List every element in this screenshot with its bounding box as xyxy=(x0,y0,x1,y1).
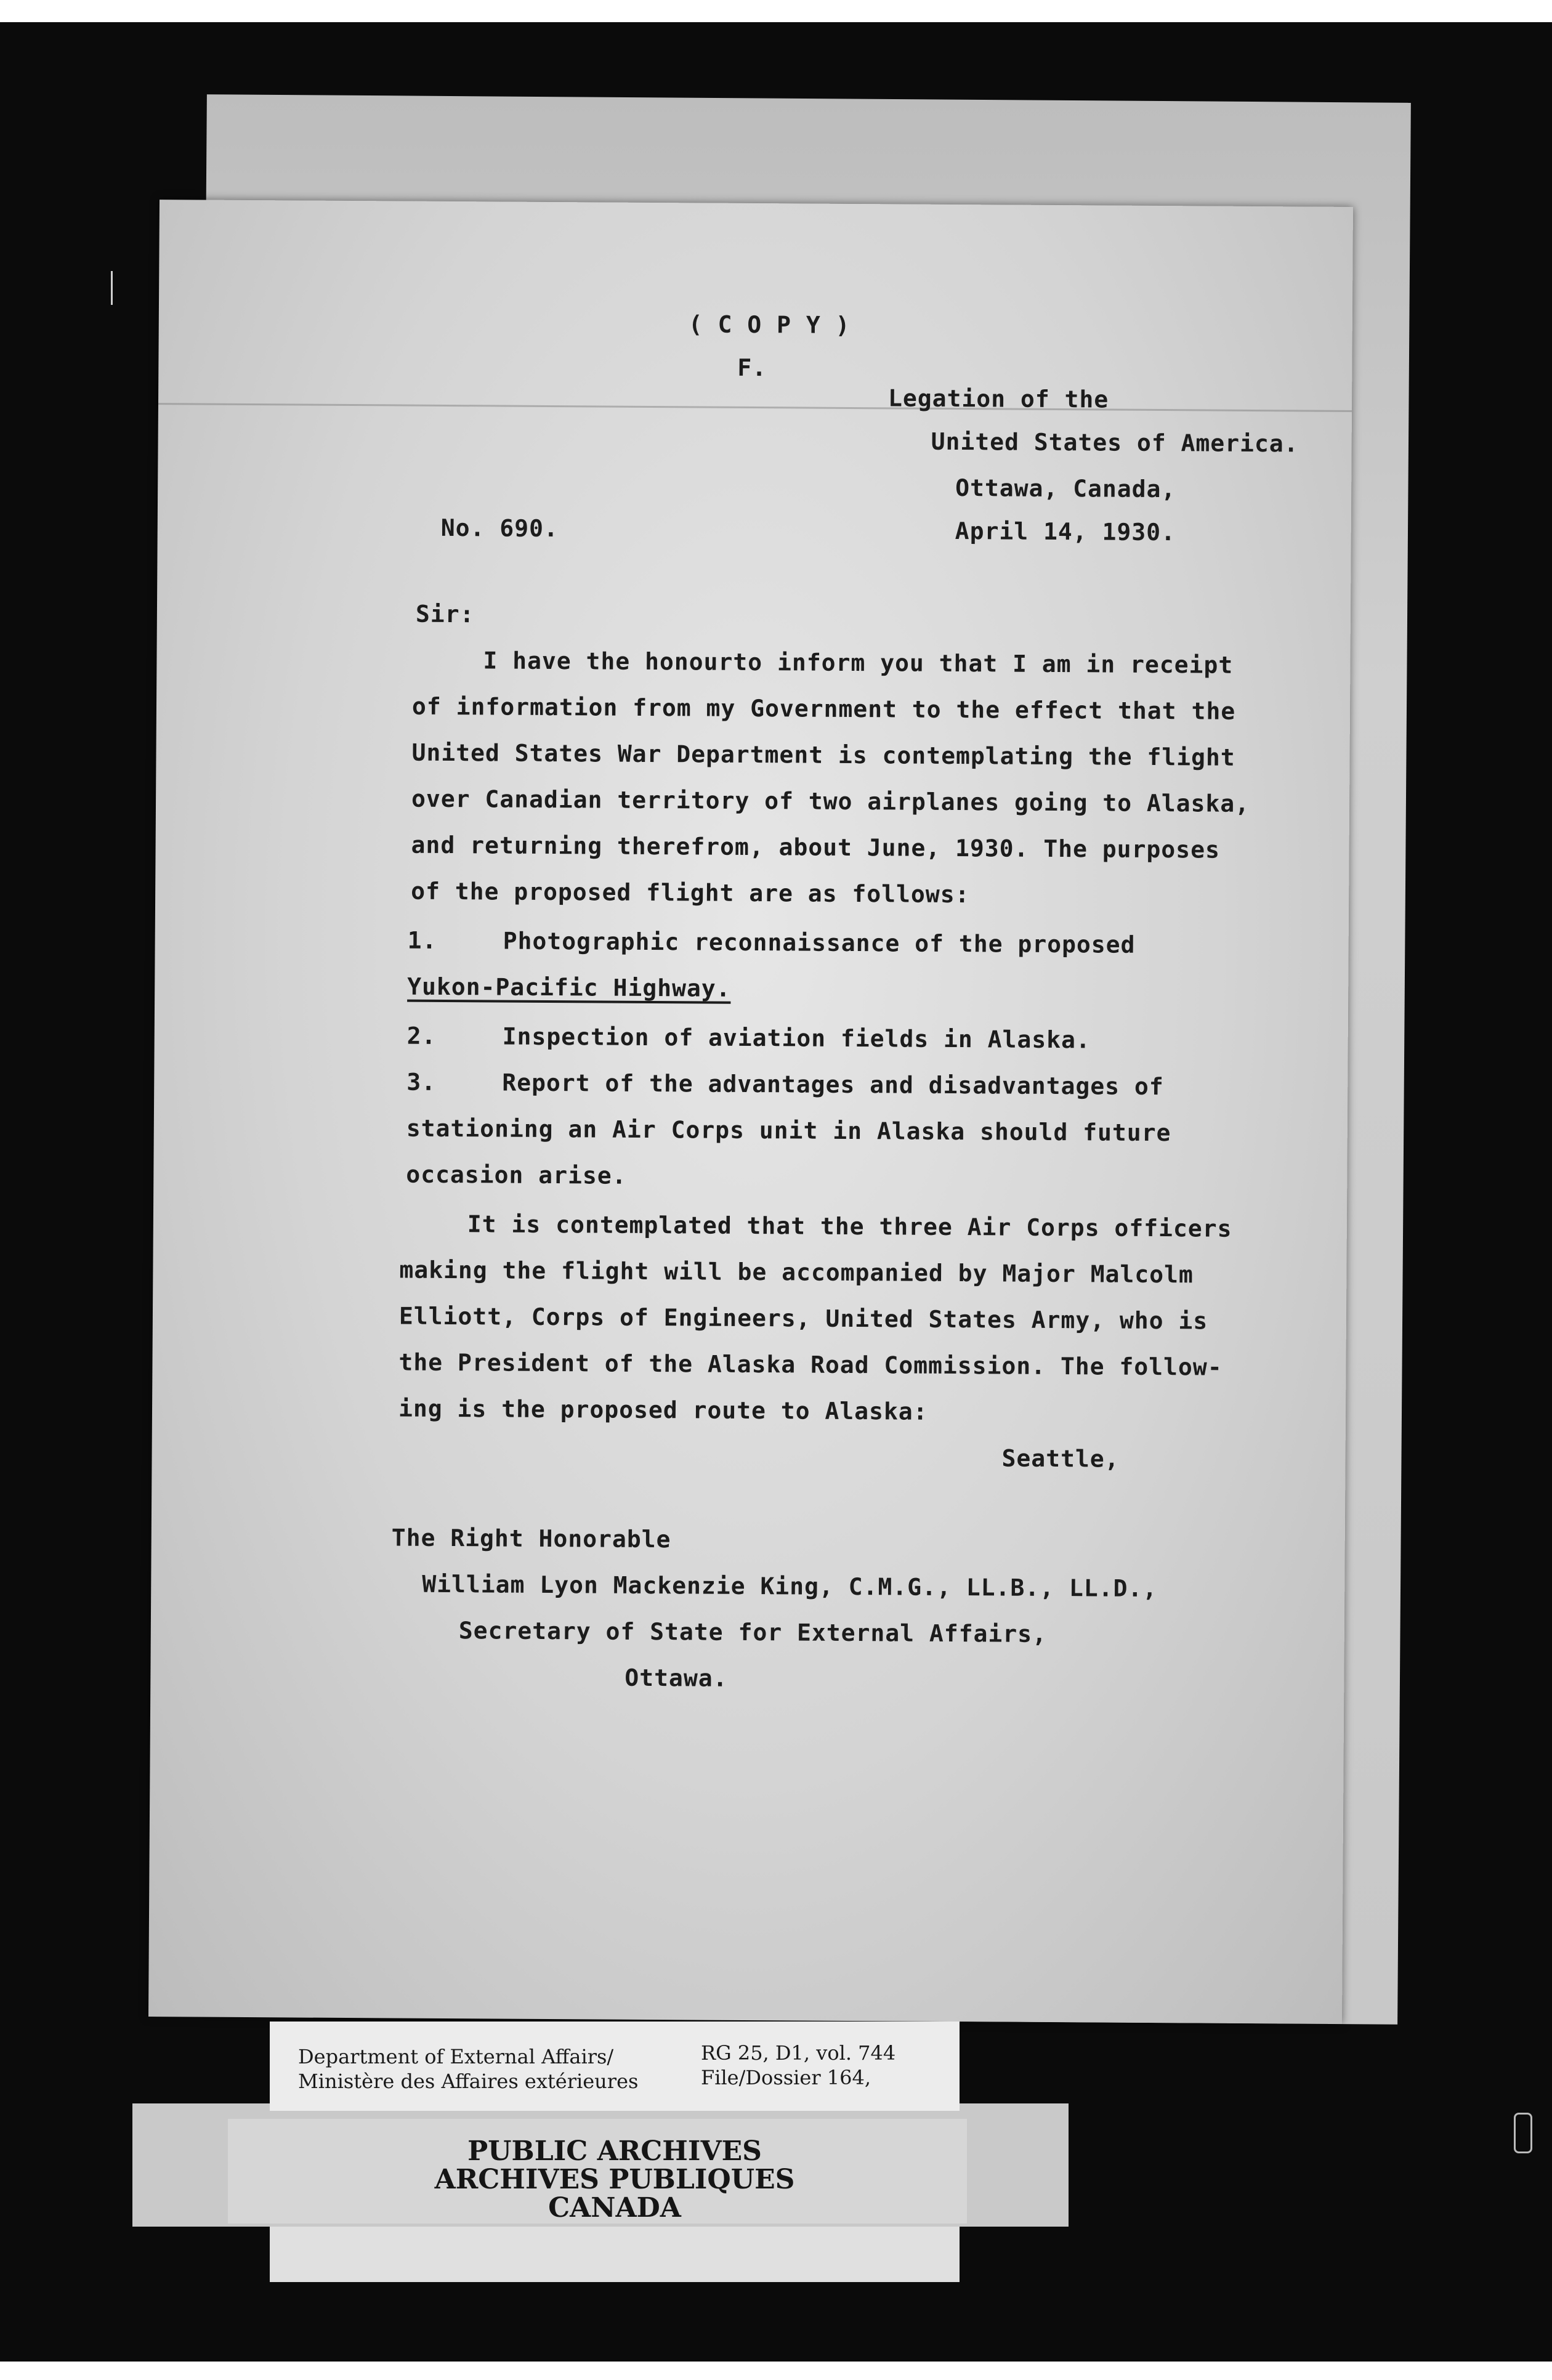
salutation: Sir: xyxy=(415,600,475,628)
item-text: Photographic reconnaissance of the proposed xyxy=(503,927,1136,958)
item-text: occasion arise. xyxy=(406,1160,627,1189)
department-french: Ministère des Affaires extérieures xyxy=(298,2070,639,2093)
frame-edge-mark xyxy=(1514,2113,1532,2153)
body-line: United States War Department is contemplating the flight xyxy=(411,739,1235,771)
archive-reference-label xyxy=(270,2022,960,2111)
film-bottom-border xyxy=(0,2362,1552,2380)
label-bottom-strip xyxy=(270,2227,960,2282)
item-number: 2. xyxy=(406,1022,437,1050)
recipient-line: Secretary of State for External Affairs, xyxy=(458,1617,1048,1648)
item-text: stationing an Air Corps unit in Alaska should future xyxy=(406,1114,1171,1147)
body-line: of information from my Government to the effect that the xyxy=(411,692,1236,725)
para2-line: Elliott, Corps of Engineers, United States Army, who is xyxy=(398,1302,1208,1335)
para2-line: It is contemplated that the three Air Corps officers xyxy=(467,1210,1232,1242)
para2-line: making the flight will be accompanied by Major Malcolm xyxy=(399,1256,1194,1289)
body-line: over Canadian territory of two airplanes going to Alaska, xyxy=(411,785,1250,817)
sender-line-3: Ottawa, Canada, xyxy=(955,474,1176,503)
recipient-line: Ottawa. xyxy=(624,1664,728,1692)
stamp-line: CANADA xyxy=(548,2192,681,2224)
body-line: I have the honourto inform you that I am in receipt xyxy=(483,647,1234,679)
para2-line: ing is the proposed route to Alaska: xyxy=(398,1394,928,1425)
record-group-reference: RG 25, D1, vol. 744 xyxy=(701,2041,896,2065)
route-start: Seattle, xyxy=(1001,1444,1120,1473)
archives-stamp xyxy=(270,2137,960,2222)
file-number: File/Dossier 164, xyxy=(701,2066,871,2089)
body-line: of the proposed flight are as follows: xyxy=(411,877,970,909)
letter xyxy=(148,200,1353,2024)
department-english: Department of External Affairs/ xyxy=(298,2045,614,2068)
body-line: and returning therefrom, about June, 1930. The purposes xyxy=(411,831,1221,864)
sender-line-1: Legation of the xyxy=(887,384,1109,413)
item-number: 1. xyxy=(407,926,437,954)
stamp-line: ARCHIVES PUBLIQUES xyxy=(434,2164,795,2195)
recipient-line: William Lyon Mackenzie King, C.M.G., LL.B., LL.D., xyxy=(422,1570,1158,1603)
sender-line-2: United States of America. xyxy=(931,427,1299,458)
item-number: 3. xyxy=(406,1068,437,1096)
stamp-line: PUBLIC ARCHIVES xyxy=(467,2135,762,2167)
film-scratch xyxy=(111,271,113,305)
item-text: Inspection of aviation fields in Alaska. xyxy=(502,1022,1091,1054)
copy-mark: ( C O P Y ) xyxy=(688,310,851,339)
para2-line: the President of the Alaska Road Commission. The follow- xyxy=(398,1348,1223,1381)
file-letter: F. xyxy=(737,354,767,382)
item-text: Yukon-Pacific Highway. xyxy=(407,973,731,1002)
letter-date: April 14, 1930. xyxy=(955,517,1176,546)
item-text: Report of the advantages and disadvantages of xyxy=(502,1069,1164,1101)
film-top-border xyxy=(0,0,1552,22)
letter-number: No. 690. xyxy=(440,514,559,543)
recipient-line: The Right Honorable xyxy=(391,1524,671,1553)
